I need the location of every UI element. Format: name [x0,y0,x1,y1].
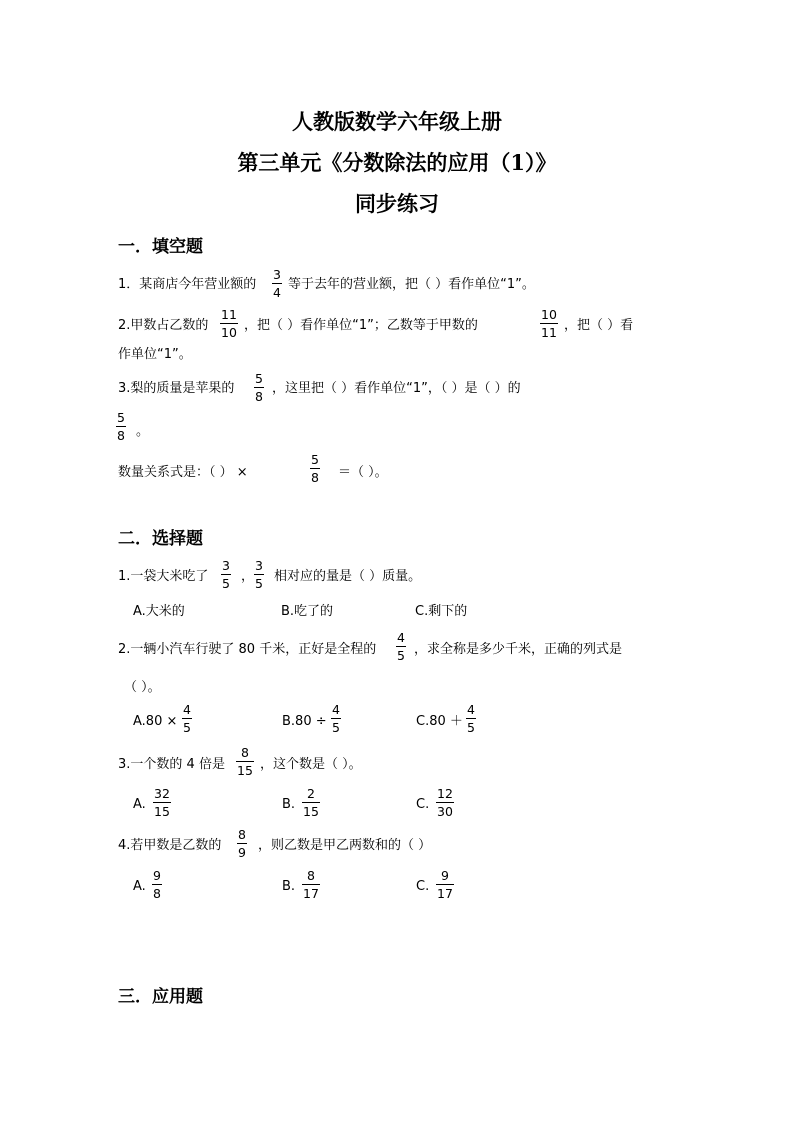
c3-option-b: B. [282,797,296,812]
worksheet-title: 人教版数学六年级上册 [292,109,502,134]
c2-text-wrap: （ ）。 [124,680,161,695]
denominator: 8 [255,389,263,404]
c2-option-a-fraction [182,702,192,735]
c2-option-c-fraction [466,702,476,735]
c2-option-b: B.80 ÷ [282,714,327,729]
c4-text-start: 4.若甲数是乙数的 [118,838,222,853]
denominator: 9 [238,845,246,860]
numerator: 9 [440,868,449,883]
c4-option-a: A. [133,879,146,894]
numerator: 32 [154,786,170,801]
c1-text-end: 相对应的量是（ ）质量。 [274,569,422,584]
numerator: 8 [240,745,249,760]
numerator: 8 [306,868,315,883]
denominator: 5 [183,720,191,735]
denominator: 15 [154,804,170,819]
c1-text-start: 1.一袋大米吃了 [118,569,209,584]
denominator: 5 [222,576,230,591]
numerator: 5 [311,452,319,467]
denominator: 8 [153,886,161,901]
c1-fraction-1 [221,558,231,591]
q2-text-start: 2.甲数占乙数的 [118,318,209,333]
c4-option-c: C. [416,879,430,894]
section-choice-heading: 二．选择题 [118,529,203,549]
q3-relation-start: 数量关系式是：（ ） × [118,465,248,480]
c1-comma: ， [241,569,255,584]
q2-fraction-2 [540,307,558,340]
section-apply-heading: 三．应用题 [118,987,203,1007]
c1-option-b: B.吃了的 [281,604,334,619]
c4-option-c-fraction [436,868,454,901]
c1-fraction-2 [254,558,264,591]
c2-option-c: C.80 ＋ [416,714,463,729]
q3-text-end: 。 [136,424,150,439]
denominator: 5 [332,720,340,735]
c2-option-a: A.80 × [133,714,178,729]
q3-fraction-1 [254,371,264,404]
numerator: 4 [467,702,475,717]
c4-text-end: ，则乙数是甲乙两数和的（ ） [258,838,432,853]
q3-text-mid: ，这里把（ ）看作单位“1”，（ ）是（ ）的 [272,381,521,396]
denominator: 5 [467,720,475,735]
q1-text-end: 等于去年的营业额，把（ ）看作单位“1”。 [288,277,535,292]
c3-text-end: ，这个数是（ ）。 [260,757,362,772]
c3-option-b-fraction [302,786,320,819]
c4-option-b-fraction [302,868,320,901]
c3-fraction [236,745,254,778]
c4-fraction [237,827,247,860]
numerator: 8 [238,827,246,842]
q3-fraction-2 [116,410,126,443]
c2-text-end: ，求全称是多少千米，正确的列式是 [414,642,623,657]
numerator: 12 [437,786,453,801]
denominator: 17 [437,886,453,901]
numerator: 4 [332,702,340,717]
numerator: 5 [117,410,125,425]
c1-option-a: A.大米的 [133,604,185,619]
denominator: 17 [303,886,319,901]
q1-fraction [272,267,282,300]
denominator: 5 [397,648,405,663]
denominator: 8 [311,470,319,485]
q3-fraction-3 [310,452,320,485]
numerator: 11 [221,307,237,322]
q1-text-start: 1．某商店今年营业额的 [118,277,257,292]
numerator: 5 [255,371,263,386]
numerator: 9 [153,868,161,883]
numerator: 4 [183,702,191,717]
numerator: 10 [541,307,557,322]
c3-text-start: 3.一个数的 4 倍是 [118,757,225,772]
unit-title: 第三单元《分数除法的应用（1）》 [237,150,557,175]
q2-fraction-1 [220,307,238,340]
denominator: 5 [255,576,263,591]
denominator: 10 [221,325,237,340]
c4-option-a-fraction [152,868,162,901]
practice-title: 同步练习 [355,191,439,216]
q3-relation-end: ＝（ ）。 [338,465,388,480]
c3-option-a-fraction [153,786,171,819]
denominator: 4 [273,285,281,300]
q2-text-wrap: 作单位“1”。 [118,347,192,362]
c4-option-b: B. [282,879,296,894]
denominator: 11 [541,325,557,340]
numerator: 3 [255,558,263,573]
q3-text-start: 3.梨的质量是苹果的 [118,381,235,396]
denominator: 8 [117,428,125,443]
c3-option-c: C. [416,797,430,812]
c1-option-c: C.剩下的 [415,604,468,619]
c3-option-c-fraction [436,786,454,819]
q2-text-mid: ，把（ ）看作单位“1”；乙数等于甲数的 [244,318,478,333]
denominator: 15 [237,763,253,778]
c2-text-start: 2.一辆小汽车行驶了 80 千米，正好是全程的 [118,642,377,657]
numerator: 2 [306,786,315,801]
c3-option-a: A. [133,797,146,812]
c2-fraction [396,630,406,663]
denominator: 30 [437,804,453,819]
numerator: 3 [222,558,230,573]
numerator: 3 [273,267,281,282]
section-fill-heading: 一．填空题 [118,237,203,257]
denominator: 15 [303,804,319,819]
numerator: 4 [397,630,405,645]
q2-text-end: ，把（ ）看 [564,318,634,333]
c2-option-b-fraction [331,702,341,735]
